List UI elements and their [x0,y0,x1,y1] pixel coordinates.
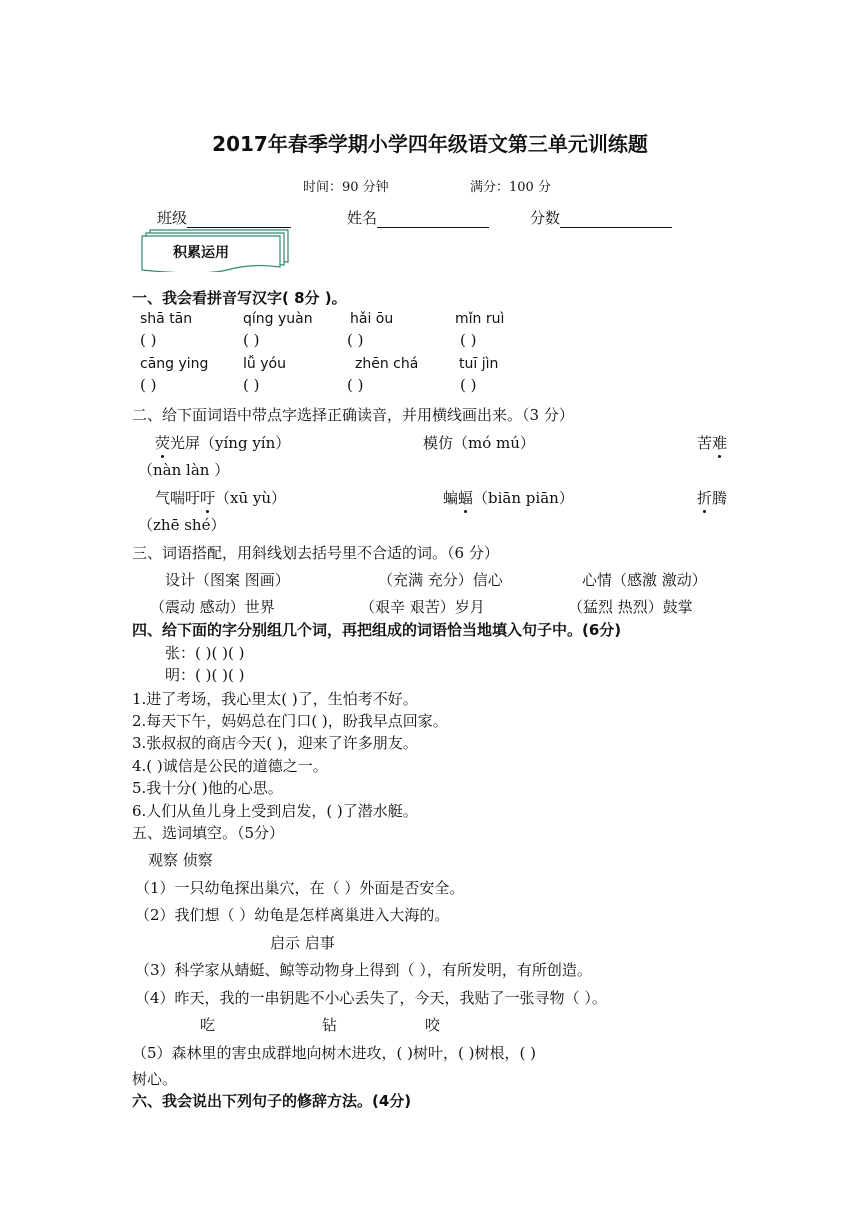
class-field [157,207,291,228]
class-blank[interactable] [187,213,291,228]
score-label: 分数 [530,209,561,227]
q4-zhang[interactable]: 张：( )( )( ) [165,644,245,662]
q2-char: 蝙 [443,489,459,507]
q2-char: 腾 [712,489,728,507]
q4-sentence-1[interactable]: 1.进了考场，我心里太( )了，生怕考不好。 [132,690,418,708]
q4-heading: 四、给下面的字分别组几个词，再把组成的词语恰当地填入句子中。(6分) [132,621,622,639]
q2-dotted-char: 荧 [155,434,171,452]
q2-dotted-char: 难 [712,434,728,452]
q1-blank-7[interactable]: ( ) [347,376,364,394]
q5-sentence-5-cont: 树心。 [132,1070,178,1088]
q4-ming[interactable]: 明：( )( )( ) [165,666,245,684]
q3-item-4[interactable]: （震动 感动）世界 [150,598,275,616]
q5-word-choices-2: 启示 启事 [270,934,335,952]
q4-sentence-3[interactable]: 3.张叔叔的商店今天( )，迎来了许多朋友。 [132,734,418,752]
q6-heading: 六、我会说出下列句子的修辞方法。(4分) [132,1092,412,1110]
q5-sentence-5[interactable]: （5）森林里的害虫成群地向树木进攻，( )树叶，( )树根，( ) [132,1044,536,1062]
q2-word-4-pinyin: （xū yù） [215,489,287,507]
q5-heading: 五、选词填空。（5分） [132,824,285,842]
q1-pinyin-3: hǎi ōu [350,311,394,327]
q1-pinyin-1: shā tān [140,311,193,327]
q5-word-bite: 咬 [425,1016,441,1034]
score-field [530,207,672,228]
q3-item-1[interactable]: 设计（图案 图画） [165,571,290,589]
q2-word-6-pinyin: （zhē shé） [138,516,226,534]
q5-word-eat: 吃 [200,1016,216,1034]
q3-item-5[interactable]: （艰辛 艰苦）岁月 [360,598,485,616]
q2-word-4 [155,487,286,508]
q5-word-choices-1: 观察 侦察 [148,851,213,869]
q2-word-1 [155,432,290,453]
q1-pinyin-7: zhēn chá [355,356,419,372]
q2-word-6 [697,487,727,508]
q2-word-5 [443,487,574,508]
score-blank[interactable] [560,213,672,228]
q5-sentence-1[interactable]: （1）一只幼龟探出巢穴，在（ ）外面是否安全。 [135,879,465,897]
q1-pinyin-4: mǐn ruì [455,311,505,327]
q2-word-2 [423,432,535,453]
q4-sentence-2[interactable]: 2.每天下午，妈妈总在门口( )，盼我早点回家。 [132,712,448,730]
q1-blank-8[interactable]: ( ) [460,376,477,394]
q2-heading: 二、给下面词语中带点字选择正确读音，并用横线画出来。（3 分） [132,406,574,424]
exam-full-score: 满分：100 分 [470,180,551,195]
q1-blank-5[interactable]: ( ) [140,376,157,394]
q1-heading: 一、我会看拼音写汉字( 8分 )。 [132,289,347,307]
q2-word-3-pinyin: （nàn làn ） [138,461,230,479]
q1-blank-4[interactable]: ( ) [460,331,477,349]
q2-dotted-char: 吁 [200,489,216,507]
q1-blank-3[interactable]: ( ) [347,331,364,349]
q2-word-3 [697,432,727,453]
q2-char: 苦 [697,434,713,452]
q3-heading: 三、词语搭配，用斜线划去括号里不合适的词。（6 分） [132,544,499,562]
q1-pinyin-6: lǚ yóu [243,356,286,372]
q2-word-2-rest: 仿（mó mú） [438,434,535,452]
exam-time: 时间：90 分钟 [303,180,389,195]
name-label: 姓名 [347,209,378,227]
q1-pinyin-5: cāng ying [140,356,209,372]
name-field [347,207,489,228]
q1-blank-6[interactable]: ( ) [243,376,260,394]
q5-sentence-2[interactable]: （2）我们想（ ）幼龟是怎样离巢进入大海的。 [135,906,450,924]
q2-word-1-rest: 光屏（yíng yín） [170,434,291,452]
q1-pinyin-2: qíng yuàn [243,311,313,327]
q5-sentence-4[interactable]: （4）昨天，我的一串钥匙不小心丢失了，今天，我贴了一张寻物（ ）。 [135,989,607,1007]
q4-sentence-6[interactable]: 6.人们从鱼儿身上受到启发，( )了潜水艇。 [132,802,418,820]
name-blank[interactable] [377,213,489,228]
q2-dotted-char: 折 [697,489,713,507]
q1-pinyin-8: tuī jìn [459,356,499,372]
q3-item-6[interactable]: （猛烈 热烈）鼓掌 [568,598,693,616]
banner-label: 积累运用 [173,245,229,261]
q2-dotted-char: 蝠 [458,489,474,507]
q3-item-3[interactable]: 心情（感激 激动） [582,571,707,589]
q5-sentence-3[interactable]: （3）科学家从蜻蜓、鲸等动物身上得到（ ），有所发明，有所创造。 [135,961,592,979]
q1-blank-2[interactable]: ( ) [243,331,260,349]
q2-word-4-head: 气喘吁 [155,489,201,507]
q2-char: 模 [423,434,439,452]
q4-sentence-5[interactable]: 5.我十分( )他的心思。 [132,779,283,797]
q4-sentence-4[interactable]: 4.( )诚信是公民的道德之一。 [132,757,328,775]
q5-word-drill: 钻 [322,1016,338,1034]
q3-item-2[interactable]: （充满 充分）信心 [378,571,503,589]
page-title: 2017年春季学期小学四年级语文第三单元训练题 [212,132,648,156]
q2-word-5-pinyin: （biān piān） [473,489,574,507]
q1-blank-1[interactable]: ( ) [140,331,157,349]
class-label: 班级 [157,209,188,227]
